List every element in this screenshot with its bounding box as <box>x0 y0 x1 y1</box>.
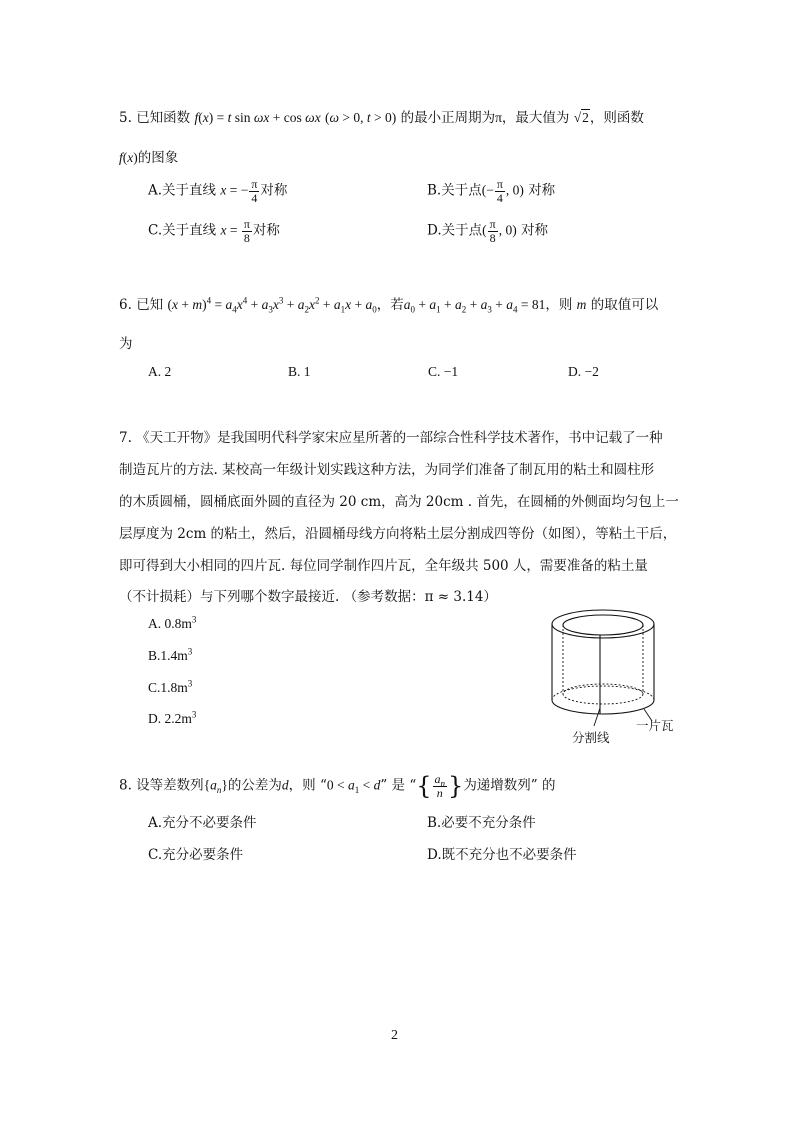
q5-option-a: A.关于直线 x = − $\frac{\pi}{4}$ 对称 <box>148 177 288 205</box>
q8-option-d: D.既不充分也不必要条件 <box>427 847 577 863</box>
q6-stem-line2: 为 <box>119 336 133 352</box>
q7-option-b: $B.1.4m^3$ <box>148 646 193 663</box>
figure-label-tile: 一片瓦 <box>636 718 674 733</box>
q7-option-a: A. $0.8m^3$ <box>148 614 197 631</box>
q7-stem-line1: 7. 《天工开物》是我国明代科学家宋应星所著的一部综合性科学技术著作，书中记载了一种 <box>119 430 663 446</box>
q7-option-d: D. $2.2m^3$ <box>148 709 197 726</box>
q6-option-c: C. −1 <box>428 364 459 379</box>
page-number: 2 <box>391 1028 398 1043</box>
q7-option-c: $C.1.8m^3$ <box>148 678 193 695</box>
q8-option-a: A.充分不必要条件 <box>148 815 257 831</box>
q8-option-c: C.充分必要条件 <box>148 847 244 863</box>
q7-stem-line2: 制造瓦片的方法. 某校高一年级计划实践这种方法，为同学们准备了制瓦用的粘土和圆柱形 <box>119 462 655 478</box>
q6-option-b: B. 1 <box>288 364 311 379</box>
q5-stem-line1: 5. 已知函数 f(x) = t sin ωx + cos ωx (ω > 0, t > 0) 的最小正周期为π，最大值为 √2，则函数 <box>119 110 644 126</box>
q7-stem-line3: 的木质圆桶，圆桶底面外圆的直径为 20 cm，高为 20cm . 首先，在圆桶的外侧面均匀包上一 <box>119 494 679 510</box>
q7-stem-line6: （不计损耗）与下列哪个数字最接近. （参考数据：π ≈ 3.14） <box>119 589 497 605</box>
q6-option-d: D. −2 <box>568 364 599 379</box>
q7-stem-line5: 即可得到大小相同的四片瓦. 每位同学制作四片瓦，全年级共 500 人，需要准备的粘土量 <box>119 558 648 574</box>
q7-stem-line4: 层厚度为 2cm 的粘土，然后，沿圆桶母线方向将粘土层分割成四等份（如图），等粘土干后， <box>119 526 677 542</box>
q6-stem-line1: 6. 已知 $(x + m)^4 = a_4x^4 + a_3x^3 + a_2x^2 + a_1x + a_0$，若$a_0 + a_1 + a_2 + a_3 + a_4 = 81$，则 m 的取值可以 <box>119 295 659 315</box>
q5-option-b: B.关于点(− $\frac{\pi}{4}$ , 0) 对称 <box>427 177 556 205</box>
q6-option-a: A. 2 <box>148 364 172 379</box>
q5-option-c: C.关于直线 x = $\frac{\pi}{8}$ 对称 <box>148 217 280 245</box>
q8-stem: 8. 设等差数列$\{a_n\}$的公差为d，则 “$0 < a_1 < d$” 是 “{ $\frac{a_n}{n}$ }为递增数列” 的 <box>119 771 556 800</box>
q5-stem-line2: f(x)的图象 <box>119 150 179 166</box>
figure-label-split-line: 分割线 <box>572 730 610 745</box>
q5-option-d: D.关于点( $\frac{\pi}{8}$ , 0) 对称 <box>427 217 548 245</box>
q8-option-b: B.必要不充分条件 <box>427 815 536 831</box>
